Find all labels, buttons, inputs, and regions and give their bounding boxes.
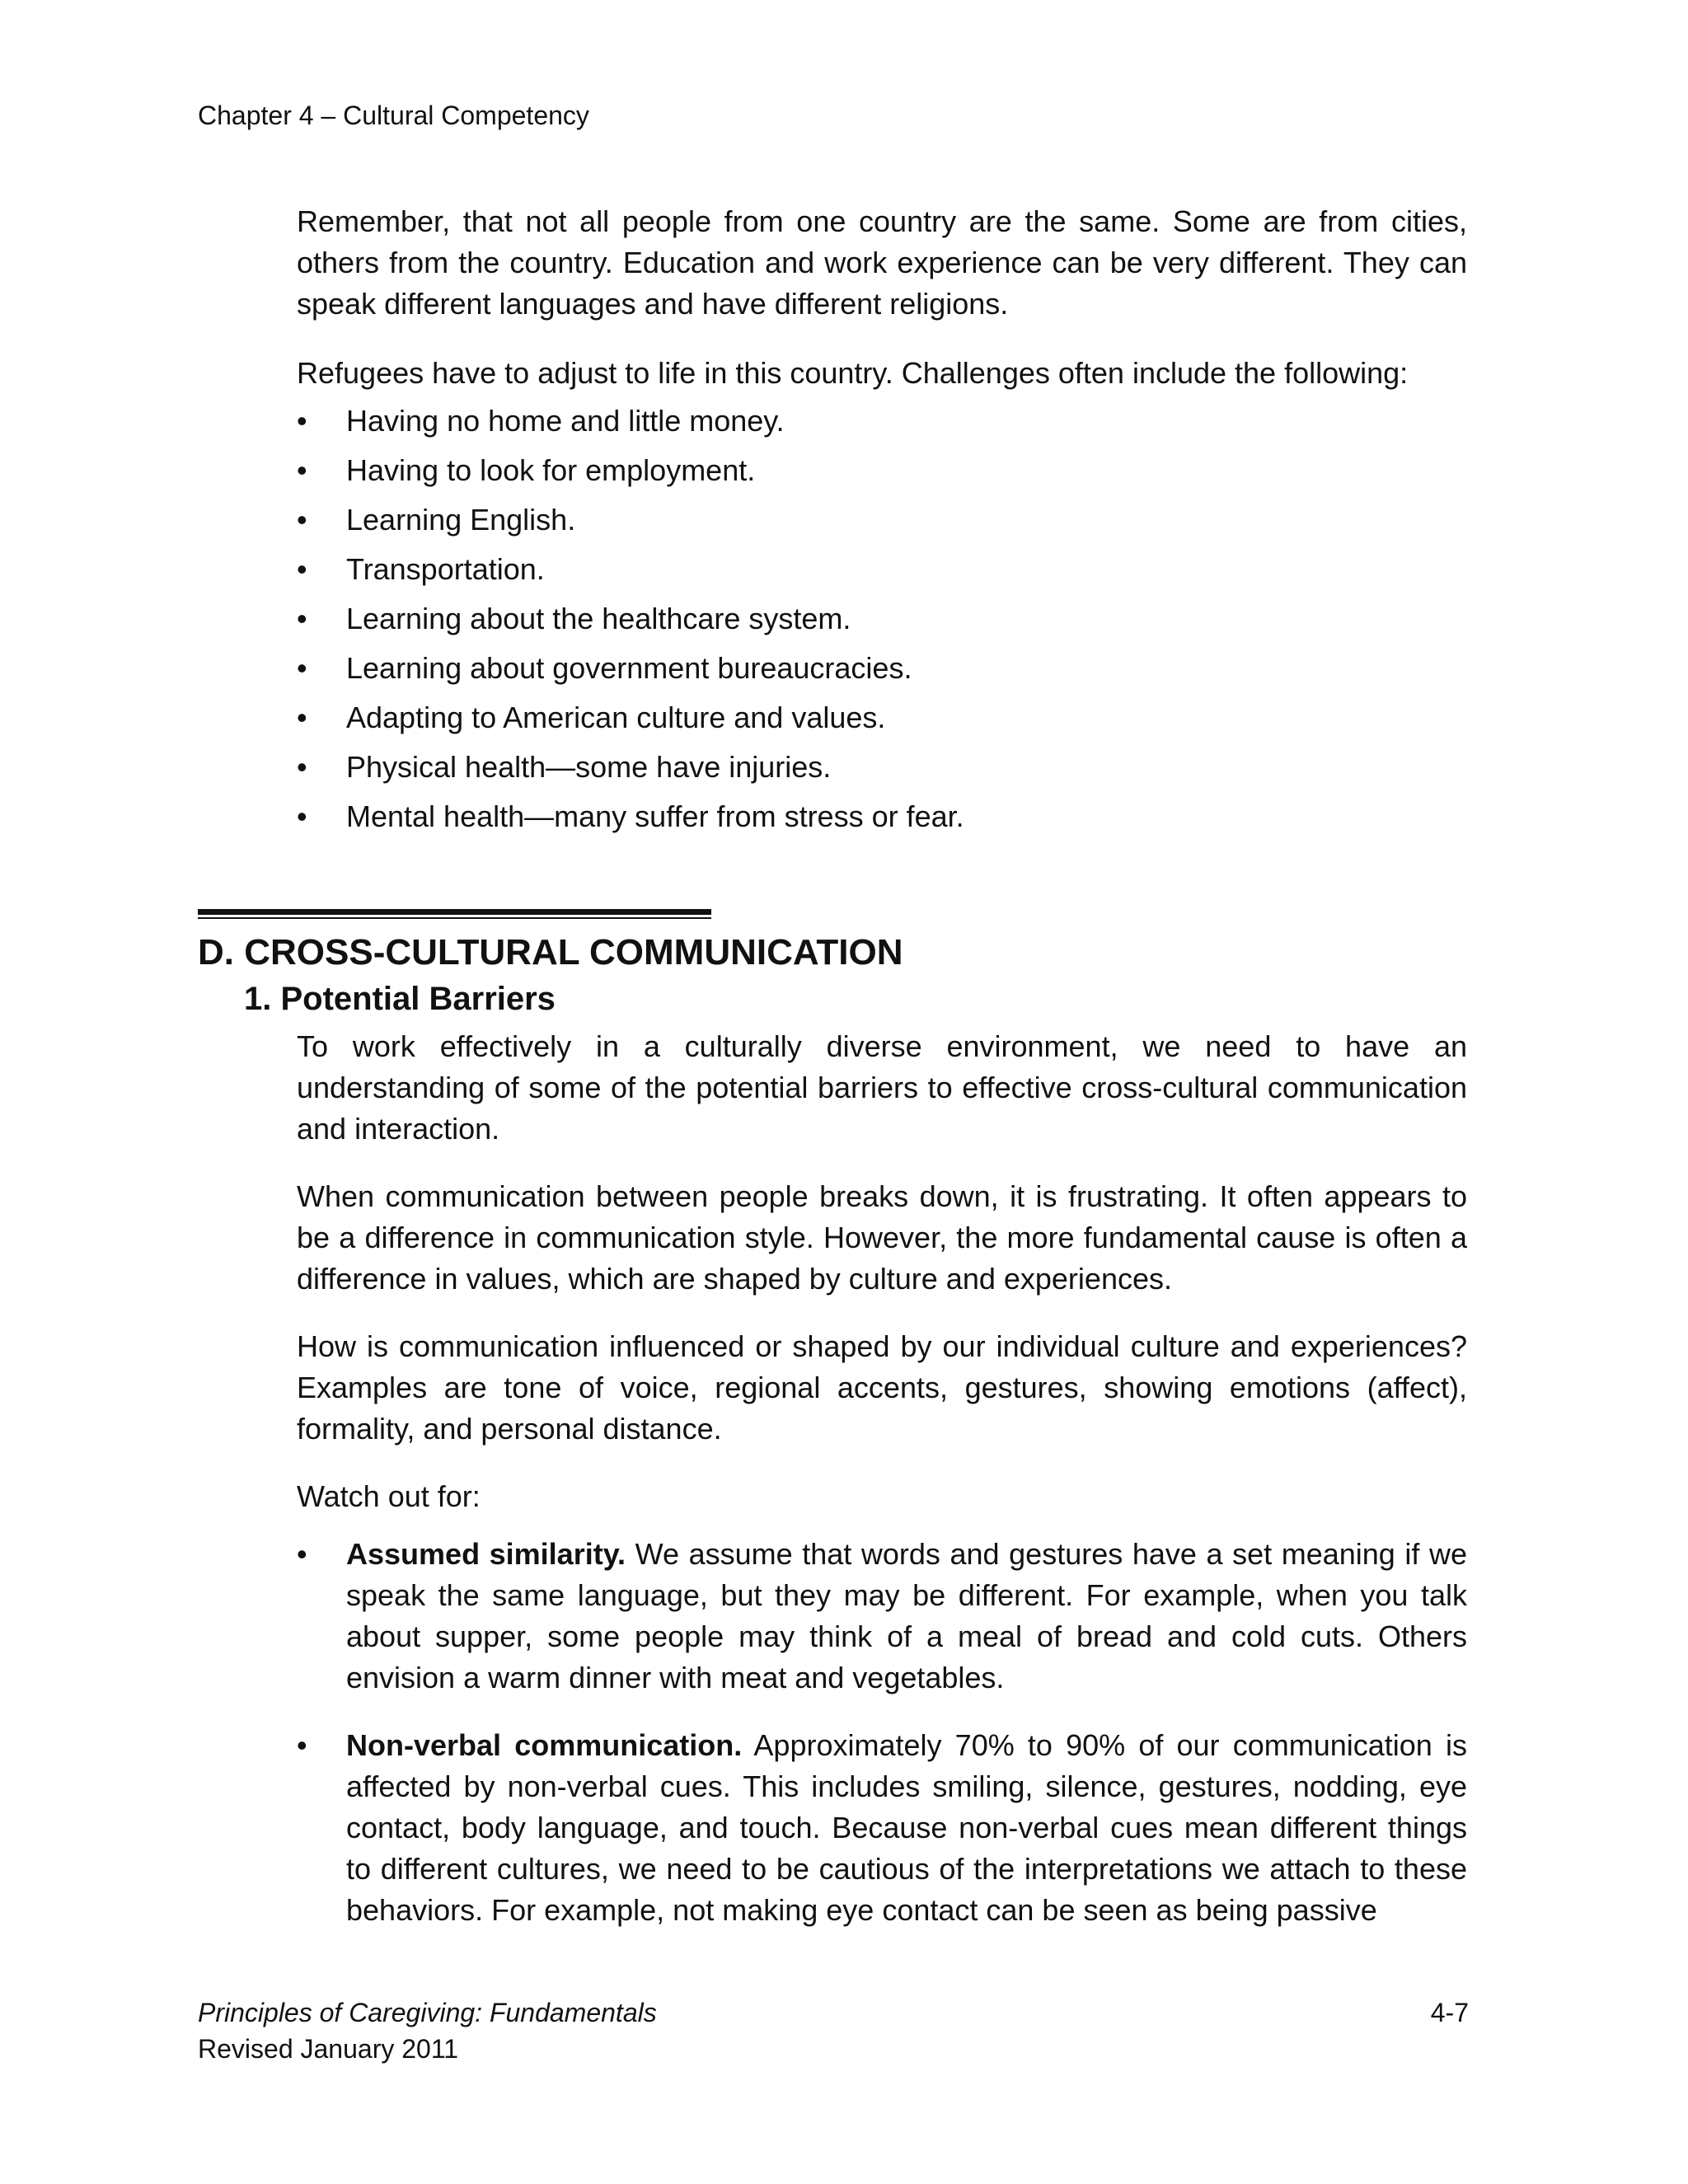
footer-revision: Revised January 2011 [198,2034,459,2064]
watch-item-text: Approximately 70% to 90% of our communication is affected by non-verbal cues. This includes smiling, silence, gestures, nodding, eye contact, body language, and touch. Because non-verbal cues mean different things to different cultures, we need to be cautious of the interpretations we attach to these behaviors. For example, not making eye contact can be seen as being passive [346,1728,1467,1927]
watch-item-term: Non-verbal communication. [346,1728,743,1762]
bullet-icon: • [297,1537,307,1571]
barriers-paragraph-1: To work effectively in a culturally diverse environment, we need to have an understanding of some of the potential barriers to effective cross-cultural communication and interaction. [297,1029,1467,1146]
bullet-icon: • [297,799,307,833]
list-item [297,549,1467,590]
bullet-icon: • [297,602,307,635]
list-item [297,796,1467,837]
bullet-icon: • [297,1728,307,1762]
bullet-icon: • [297,701,307,734]
list-item [297,1534,1467,1699]
watch-out-list [297,1534,1467,1931]
bullet-icon: • [297,552,307,586]
subsection-title: 1. Potential Barriers [244,981,556,1017]
list-item-text: Physical health—some have injuries. [346,750,832,784]
section-divider-thick-line [198,909,711,915]
list-item-text: Having to look for employment. [346,453,756,487]
list-item-text: Having no home and little money. [346,404,785,438]
list-item [297,697,1467,738]
barriers-paragraph-2: When communication between people breaks down, it is frustrating. It often appears to be a difference in communication style. However, the more fundamental cause is often a difference in values, which are shaped by culture and experiences. [297,1179,1467,1296]
list-item [297,747,1467,788]
barriers-paragraph-3: How is communication influenced or shaped by our individual culture and experiences? Examples are tone of voice, regional accents, gestures, showing emotions (affect), formality, and personal distance. [297,1329,1467,1446]
intro-paragraph-1: Remember, that not all people from one country are the same. Some are from cities, others from the country. Education and work experience can be very different. They can speak different languages and have different religions. [297,204,1467,321]
list-item [297,499,1467,541]
list-item-text: Learning about government bureaucracies. [346,651,912,685]
list-item [297,401,1467,442]
bullet-icon: • [297,453,307,487]
list-item [297,648,1467,689]
list-item-text: Learning English. [346,503,576,537]
watch-out-intro: Watch out for: [297,1479,481,1513]
bullet-icon: • [297,651,307,685]
page-footer [198,1994,657,2067]
intro-section [297,201,1467,846]
bullet-icon: • [297,503,307,537]
section-divider-thin-line [198,917,711,919]
bullet-icon: • [297,404,307,438]
watch-item-text: We assume that words and gestures have a set meaning if we speak the same language, but they may be different. For example, when you talk about supper, some people may think of a meal of bread and cold cuts. Others envision a warm dinner with meat and vegetables. [346,1537,1467,1694]
intro-paragraph-2: Refugees have to adjust to life in this country. Challenges often include the following: [297,356,1409,390]
section-divider [198,909,711,919]
list-item-text: Mental health—many suffer from stress or fear. [346,799,964,833]
list-item [297,598,1467,640]
footer-book-title: Principles of Caregiving: Fundamentals [198,1998,657,2027]
challenges-list [297,401,1467,837]
page-number: 4-7 [1430,1998,1469,2027]
bullet-icon: • [297,750,307,784]
watch-item-term: Assumed similarity. [346,1537,626,1571]
list-item [297,1725,1467,1931]
list-item-text: Transportation. [346,552,545,586]
list-item-text: Learning about the healthcare system. [346,602,851,635]
barriers-section-body [297,1026,1467,1957]
list-item-text: Adapting to American culture and values. [346,701,886,734]
running-header: Chapter 4 – Cultural Competency [198,101,589,130]
list-item [297,450,1467,491]
section-title: D. CROSS-CULTURAL COMMUNICATION [198,932,903,972]
